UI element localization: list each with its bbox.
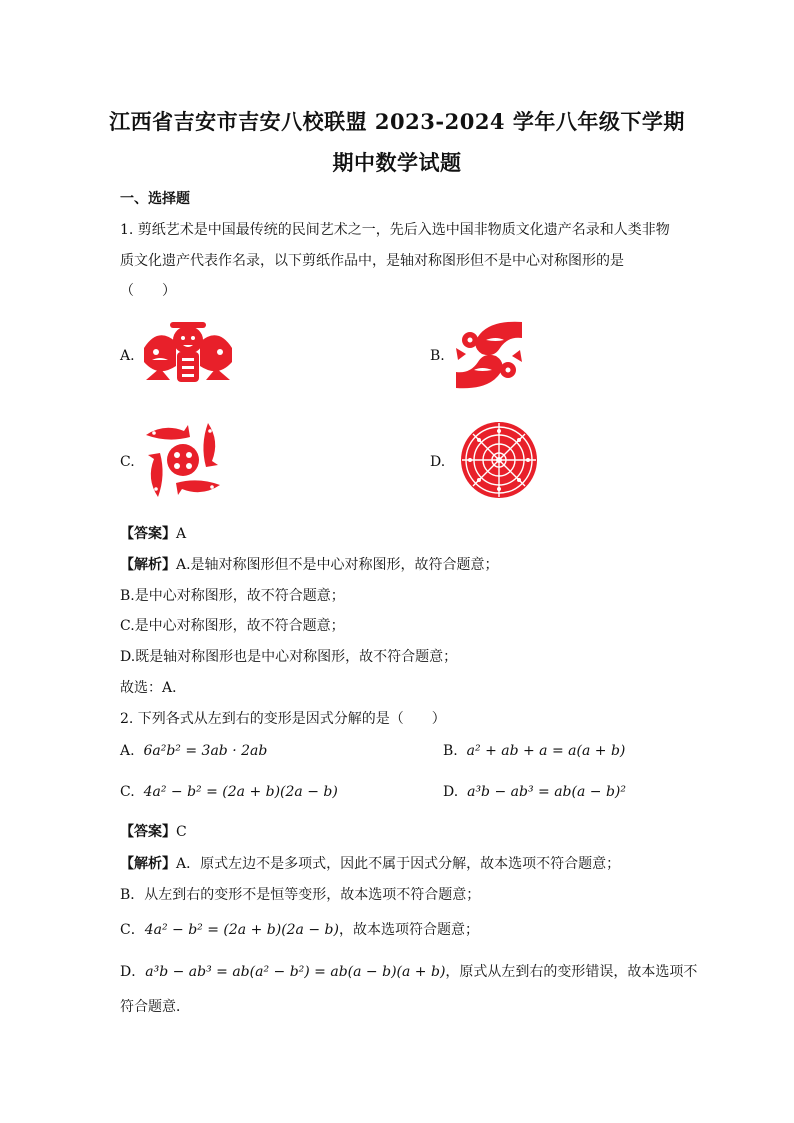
q2-option-d-expr: a³b − ab³ = ab(a − b)² xyxy=(467,784,626,800)
q1-blank: （ ） xyxy=(120,283,176,299)
q2-analysis-d-cont: 符合题意． xyxy=(120,999,190,1015)
section-heading: 一、选择题 xyxy=(120,191,190,207)
title-line-1: 江西省吉安市吉安八校联盟 2023-2024 学年八年级下学期 xyxy=(109,109,685,134)
q2-answer-tag: 【答案】 xyxy=(120,824,176,840)
q1-analysis-tag: 【解析】 xyxy=(120,557,176,573)
q2-option-c xyxy=(120,784,338,800)
q2-option-a-label: A. xyxy=(120,743,135,759)
q2-option-b-label: B. xyxy=(443,743,458,759)
q1-option-c-label: C. xyxy=(120,454,135,470)
q2-option-c-expr: 4a² − b² = (2a + b)(2a − b) xyxy=(143,784,338,800)
q2-analysis-d xyxy=(120,961,697,981)
paper-cut-round-flower-icon xyxy=(460,421,538,499)
q2-analysis-tag: 【解析】 xyxy=(120,856,176,872)
q2-analysis-b: B．从左到右的变形不是恒等变形，故本选项不符合题意； xyxy=(120,887,481,903)
q2-answer xyxy=(120,821,187,841)
q1-analysis-d: D.既是轴对称图形也是中心对称图形，故不符合题意； xyxy=(120,649,458,665)
q2-analysis-d-expr: a³b − ab³ = ab(a² − b²) = ab(a − b)(a + b) xyxy=(145,964,446,980)
q1-conclusion: 故选：A． xyxy=(120,680,187,696)
q1-text-line-2: 质文化遗产代表作名录，以下剪纸作品中，是轴对称图形但不是中心对称图形的是 xyxy=(120,253,624,269)
q2-option-d xyxy=(443,784,626,800)
title-line-2: 期中数学试题 xyxy=(332,150,462,175)
paper-cut-four-fish-icon xyxy=(144,421,222,499)
q2-option-a-expr: 6a²b² = 3ab · 2ab xyxy=(143,743,268,759)
paper-cut-figure-fish-icon xyxy=(140,318,236,386)
q1-analysis-b: B.是中心对称图形，故不符合题意； xyxy=(120,588,345,604)
q1-option-a-label: A. xyxy=(120,348,135,364)
q2-option-b xyxy=(443,743,625,759)
q2-answer-value: C xyxy=(176,824,187,840)
q2-text: 2. 下列各式从左到右的变形是因式分解的是（ ） xyxy=(120,711,446,727)
q2-analysis-c-prefix: C． xyxy=(120,922,145,938)
q2-analysis-d-prefix: D． xyxy=(120,964,146,980)
q2-analysis-c xyxy=(120,919,479,939)
q2-option-a xyxy=(120,743,267,759)
q1-analysis-a xyxy=(120,554,499,574)
q1-option-d-label: D. xyxy=(430,454,446,470)
q2-option-b-expr: a² + ab + a = a(a + b) xyxy=(466,743,626,759)
q2-analysis-a-text: A．原式左边不是多项式，因此不属于因式分解，故本选项不符合题意； xyxy=(176,856,621,872)
q1-answer-value: A xyxy=(176,526,187,542)
paper-cut-two-birds-icon xyxy=(452,318,526,392)
q1-answer xyxy=(120,523,186,543)
q2-analysis-c-suffix: ，故本选项符合题意； xyxy=(338,922,479,938)
q2-option-c-label: C. xyxy=(120,784,135,800)
q1-text-line-1: 1. 剪纸艺术是中国最传统的民间艺术之一，先后入选中国非物质文化遗产名录和人类非物 xyxy=(120,222,670,238)
q1-answer-tag: 【答案】 xyxy=(120,526,176,542)
q2-analysis-c-expr: 4a² − b² = (2a + b)(2a − b) xyxy=(144,922,339,938)
q1-analysis-a-text: A.是轴对称图形但不是中心对称图形，故符合题意； xyxy=(176,557,499,573)
q2-analysis-d-suffix: ，原式从左到右的变形错误，故本选项不 xyxy=(445,964,698,980)
q2-option-d-label: D. xyxy=(443,784,459,800)
q1-analysis-c: C.是中心对称图形，故不符合题意； xyxy=(120,618,345,634)
q1-option-b-label: B. xyxy=(430,348,445,364)
q2-analysis-a xyxy=(120,853,620,873)
